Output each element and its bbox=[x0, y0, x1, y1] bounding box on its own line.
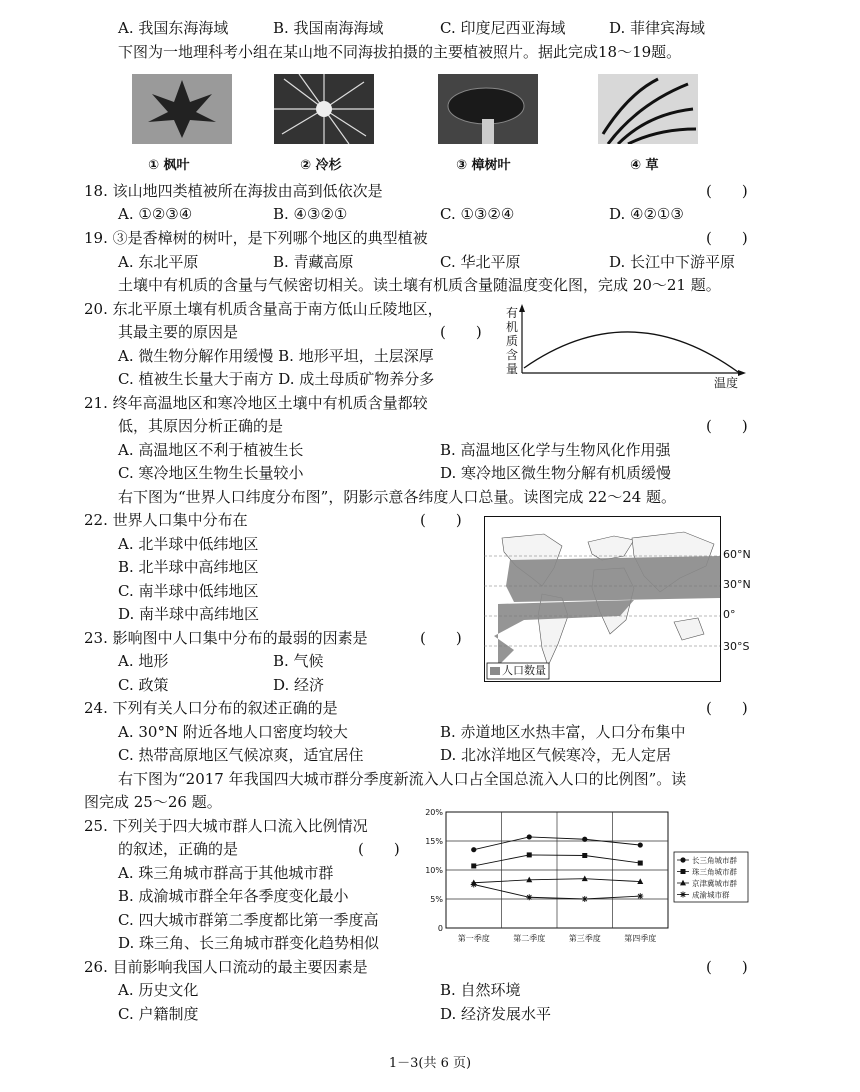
option: D. 珠三角、长三角城市群变化趋势相似 bbox=[118, 934, 380, 952]
q26-stem: 26. 目前影响我国人口流动的最主要因素是 bbox=[84, 958, 368, 976]
x-tick-label: 第一季度 bbox=[457, 934, 490, 943]
soil-organic-chart bbox=[500, 302, 760, 392]
intro-22-24: 右下图为“世界人口纬度分布图”，阴影示意各纬度人口总量。读图完成 22～24 题。 bbox=[118, 488, 677, 506]
fir-photo bbox=[274, 74, 374, 144]
y-axis-label-char: 含 bbox=[506, 348, 519, 362]
lat-label: 0° bbox=[723, 608, 736, 621]
y-axis-label-char: 机 bbox=[506, 320, 519, 334]
q24-stem: 24. 下列有关人口分布的叙述正确的是 bbox=[84, 699, 338, 717]
lat-label: 30°N bbox=[723, 578, 751, 591]
option: A. 珠三角城市群高于其他城市群 bbox=[118, 864, 334, 882]
grass-photo bbox=[598, 74, 698, 144]
option: C. 四大城市群第二季度都比第一季度高 bbox=[118, 911, 379, 929]
q25-stem: 25. 下列关于四大城市群人口流入比例情况 bbox=[84, 817, 368, 835]
answer-paren: ( ) bbox=[358, 840, 400, 858]
y-tick-label: 10% bbox=[425, 866, 443, 875]
data-point bbox=[637, 893, 643, 899]
city-cluster-inflow-chart bbox=[420, 804, 750, 954]
answer-paren: ( ) bbox=[706, 182, 748, 200]
option: A. 我国东海海域 bbox=[118, 19, 229, 37]
legend-entry: 长三角城市群 bbox=[692, 856, 737, 865]
q20-stem: 其最主要的原因是 bbox=[118, 323, 239, 341]
option: D. 长江中下游平原 bbox=[609, 253, 736, 271]
photo-caption: ③ 樟树叶 bbox=[456, 158, 511, 173]
answer-paren: ( ) bbox=[706, 229, 748, 247]
intro-25-26: 右下图为“2017 年我国四大城市群分季度新流入人口占全国总流入人口的比例图”。读 bbox=[118, 770, 687, 788]
option: B. 青藏高原 bbox=[273, 253, 354, 271]
q18-stem: 18. 该山地四类植被所在海拔由高到低依次是 bbox=[84, 182, 383, 200]
intro-25-26: 图完成 25～26 题。 bbox=[84, 793, 222, 811]
y-tick-label: 15% bbox=[425, 837, 443, 846]
q21-stem: 低，其原因分析正确的是 bbox=[118, 417, 284, 435]
option: B. 北半球中高纬地区 bbox=[118, 558, 259, 576]
data-point bbox=[471, 882, 477, 888]
answer-paren: ( ) bbox=[706, 417, 748, 435]
lat-label: 30°S bbox=[723, 640, 750, 653]
y-tick-label: 5% bbox=[430, 895, 443, 904]
answer-paren: ( ) bbox=[420, 511, 462, 529]
data-point bbox=[681, 869, 686, 874]
page-footer: 1－3(共 6 页) bbox=[388, 1056, 472, 1071]
q19-stem: 19. ③是香樟树的树叶，是下列哪个地区的典型植被 bbox=[84, 229, 428, 247]
option: C. 户籍制度 bbox=[118, 1005, 199, 1023]
legend-label: 人口数量 bbox=[502, 664, 546, 677]
option: C. 政策 bbox=[118, 676, 169, 694]
option: C. 华北平原 bbox=[440, 253, 521, 271]
option: B. 高温地区化学与生物风化作用强 bbox=[440, 441, 671, 459]
y-axis-label-char: 有 bbox=[506, 306, 519, 320]
intro-18-19: 下图为一地理科考小组在某山地不同海拔拍摄的主要植被照片。据此完成18～19题。 bbox=[118, 43, 682, 61]
option: C. 寒冷地区生物生长量较小 bbox=[118, 464, 304, 482]
x-tick-label: 第四季度 bbox=[624, 934, 657, 943]
option: A. 地形 bbox=[118, 652, 169, 670]
option: D. 北冰洋地区气候寒冷，无人定居 bbox=[440, 746, 672, 764]
answer-paren: ( ) bbox=[706, 958, 748, 976]
photo-caption: ① 枫叶 bbox=[148, 158, 190, 173]
data-point bbox=[680, 857, 685, 862]
legend-entry: 成渝城市群 bbox=[692, 890, 730, 900]
q25-stem: 的叙述，正确的是 bbox=[118, 840, 239, 858]
y-axis-label-char: 质 bbox=[506, 334, 519, 348]
q22-stem: 22. 世界人口集中分布在 bbox=[84, 511, 248, 529]
option: B. 成渝城市群全年各季度变化最小 bbox=[118, 887, 349, 905]
data-point bbox=[680, 892, 686, 898]
option: B. 自然环境 bbox=[440, 981, 521, 999]
q20-options-cd: C. 植被生长量大于南方 D. 成土母质矿物养分多 bbox=[118, 370, 435, 388]
legend-entry: 珠三角城市群 bbox=[692, 867, 737, 877]
x-tick-label: 第三季度 bbox=[568, 934, 601, 943]
answer-paren: ( ) bbox=[706, 699, 748, 717]
option: B. ④③②① bbox=[273, 205, 348, 223]
lat-label: 60°N bbox=[723, 548, 751, 561]
data-point bbox=[526, 894, 532, 900]
data-point bbox=[638, 861, 643, 866]
x-tick-label: 第二季度 bbox=[513, 934, 546, 943]
option: B. 我国南海海域 bbox=[273, 19, 384, 37]
data-point bbox=[527, 852, 532, 857]
option: D. 南半球中高纬地区 bbox=[118, 605, 260, 623]
option: C. ①③②④ bbox=[440, 205, 515, 223]
option: D. ④②①③ bbox=[609, 205, 684, 223]
option: D. 寒冷地区微生物分解有机质缓慢 bbox=[440, 464, 672, 482]
option: B. 气候 bbox=[273, 652, 324, 670]
intro-20-21: 土壤中有机质的含量与气候密切相关。读土壤有机质含量随温度变化图，完成 20～21 题。 bbox=[118, 276, 721, 294]
option: A. 东北平原 bbox=[118, 253, 199, 271]
option: A. 北半球中低纬地区 bbox=[118, 535, 259, 553]
option: D. 经济发展水平 bbox=[440, 1005, 552, 1023]
photo-caption: ④ 草 bbox=[630, 158, 659, 173]
q20-options-ab: A. 微生物分解作用缓慢 B. 地形平坦，土层深厚 bbox=[118, 347, 434, 365]
option: B. 赤道地区水热丰富，人口分布集中 bbox=[440, 723, 686, 741]
camphor-leaf-photo bbox=[438, 74, 538, 144]
q21-stem: 21. 终年高温地区和寒冷地区土壤中有机质含量都较 bbox=[84, 394, 428, 412]
q23-stem: 23. 影响图中人口集中分布的最弱的因素是 bbox=[84, 629, 368, 647]
option: A. 高温地区不利于植被生长 bbox=[118, 441, 304, 459]
data-point bbox=[582, 853, 587, 858]
q20-stem: 20. 东北平原土壤有机质含量高于南方低山丘陵地区， bbox=[84, 300, 443, 318]
option: C. 南半球中低纬地区 bbox=[118, 582, 259, 600]
option: C. 印度尼西亚海域 bbox=[440, 19, 566, 37]
data-point bbox=[582, 896, 588, 902]
option: C. 热带高原地区气候凉爽，适宜居住 bbox=[118, 746, 364, 764]
option: A. ①②③④ bbox=[118, 205, 193, 223]
x-axis-label: 温度 bbox=[714, 376, 739, 390]
data-point bbox=[638, 842, 643, 847]
photo-caption: ② 冷杉 bbox=[300, 158, 342, 173]
y-axis-label-char: 量 bbox=[506, 362, 519, 376]
data-point bbox=[527, 834, 532, 839]
data-point bbox=[582, 837, 587, 842]
maple-leaf-photo bbox=[132, 74, 232, 144]
answer-paren: ( ) bbox=[440, 323, 482, 341]
legend-entry: 京津冀城市群 bbox=[692, 879, 737, 888]
data-point bbox=[471, 863, 476, 868]
answer-paren: ( ) bbox=[420, 629, 462, 647]
data-point bbox=[471, 847, 476, 852]
y-tick-label: 0 bbox=[437, 924, 443, 933]
option: A. 30°N 附近各地人口密度均较大 bbox=[118, 723, 348, 741]
option: A. 历史文化 bbox=[118, 981, 199, 999]
option: D. 菲律宾海域 bbox=[609, 19, 706, 37]
world-population-latitude-map bbox=[484, 516, 754, 682]
y-tick-label: 20% bbox=[425, 808, 443, 817]
option: D. 经济 bbox=[273, 676, 325, 694]
